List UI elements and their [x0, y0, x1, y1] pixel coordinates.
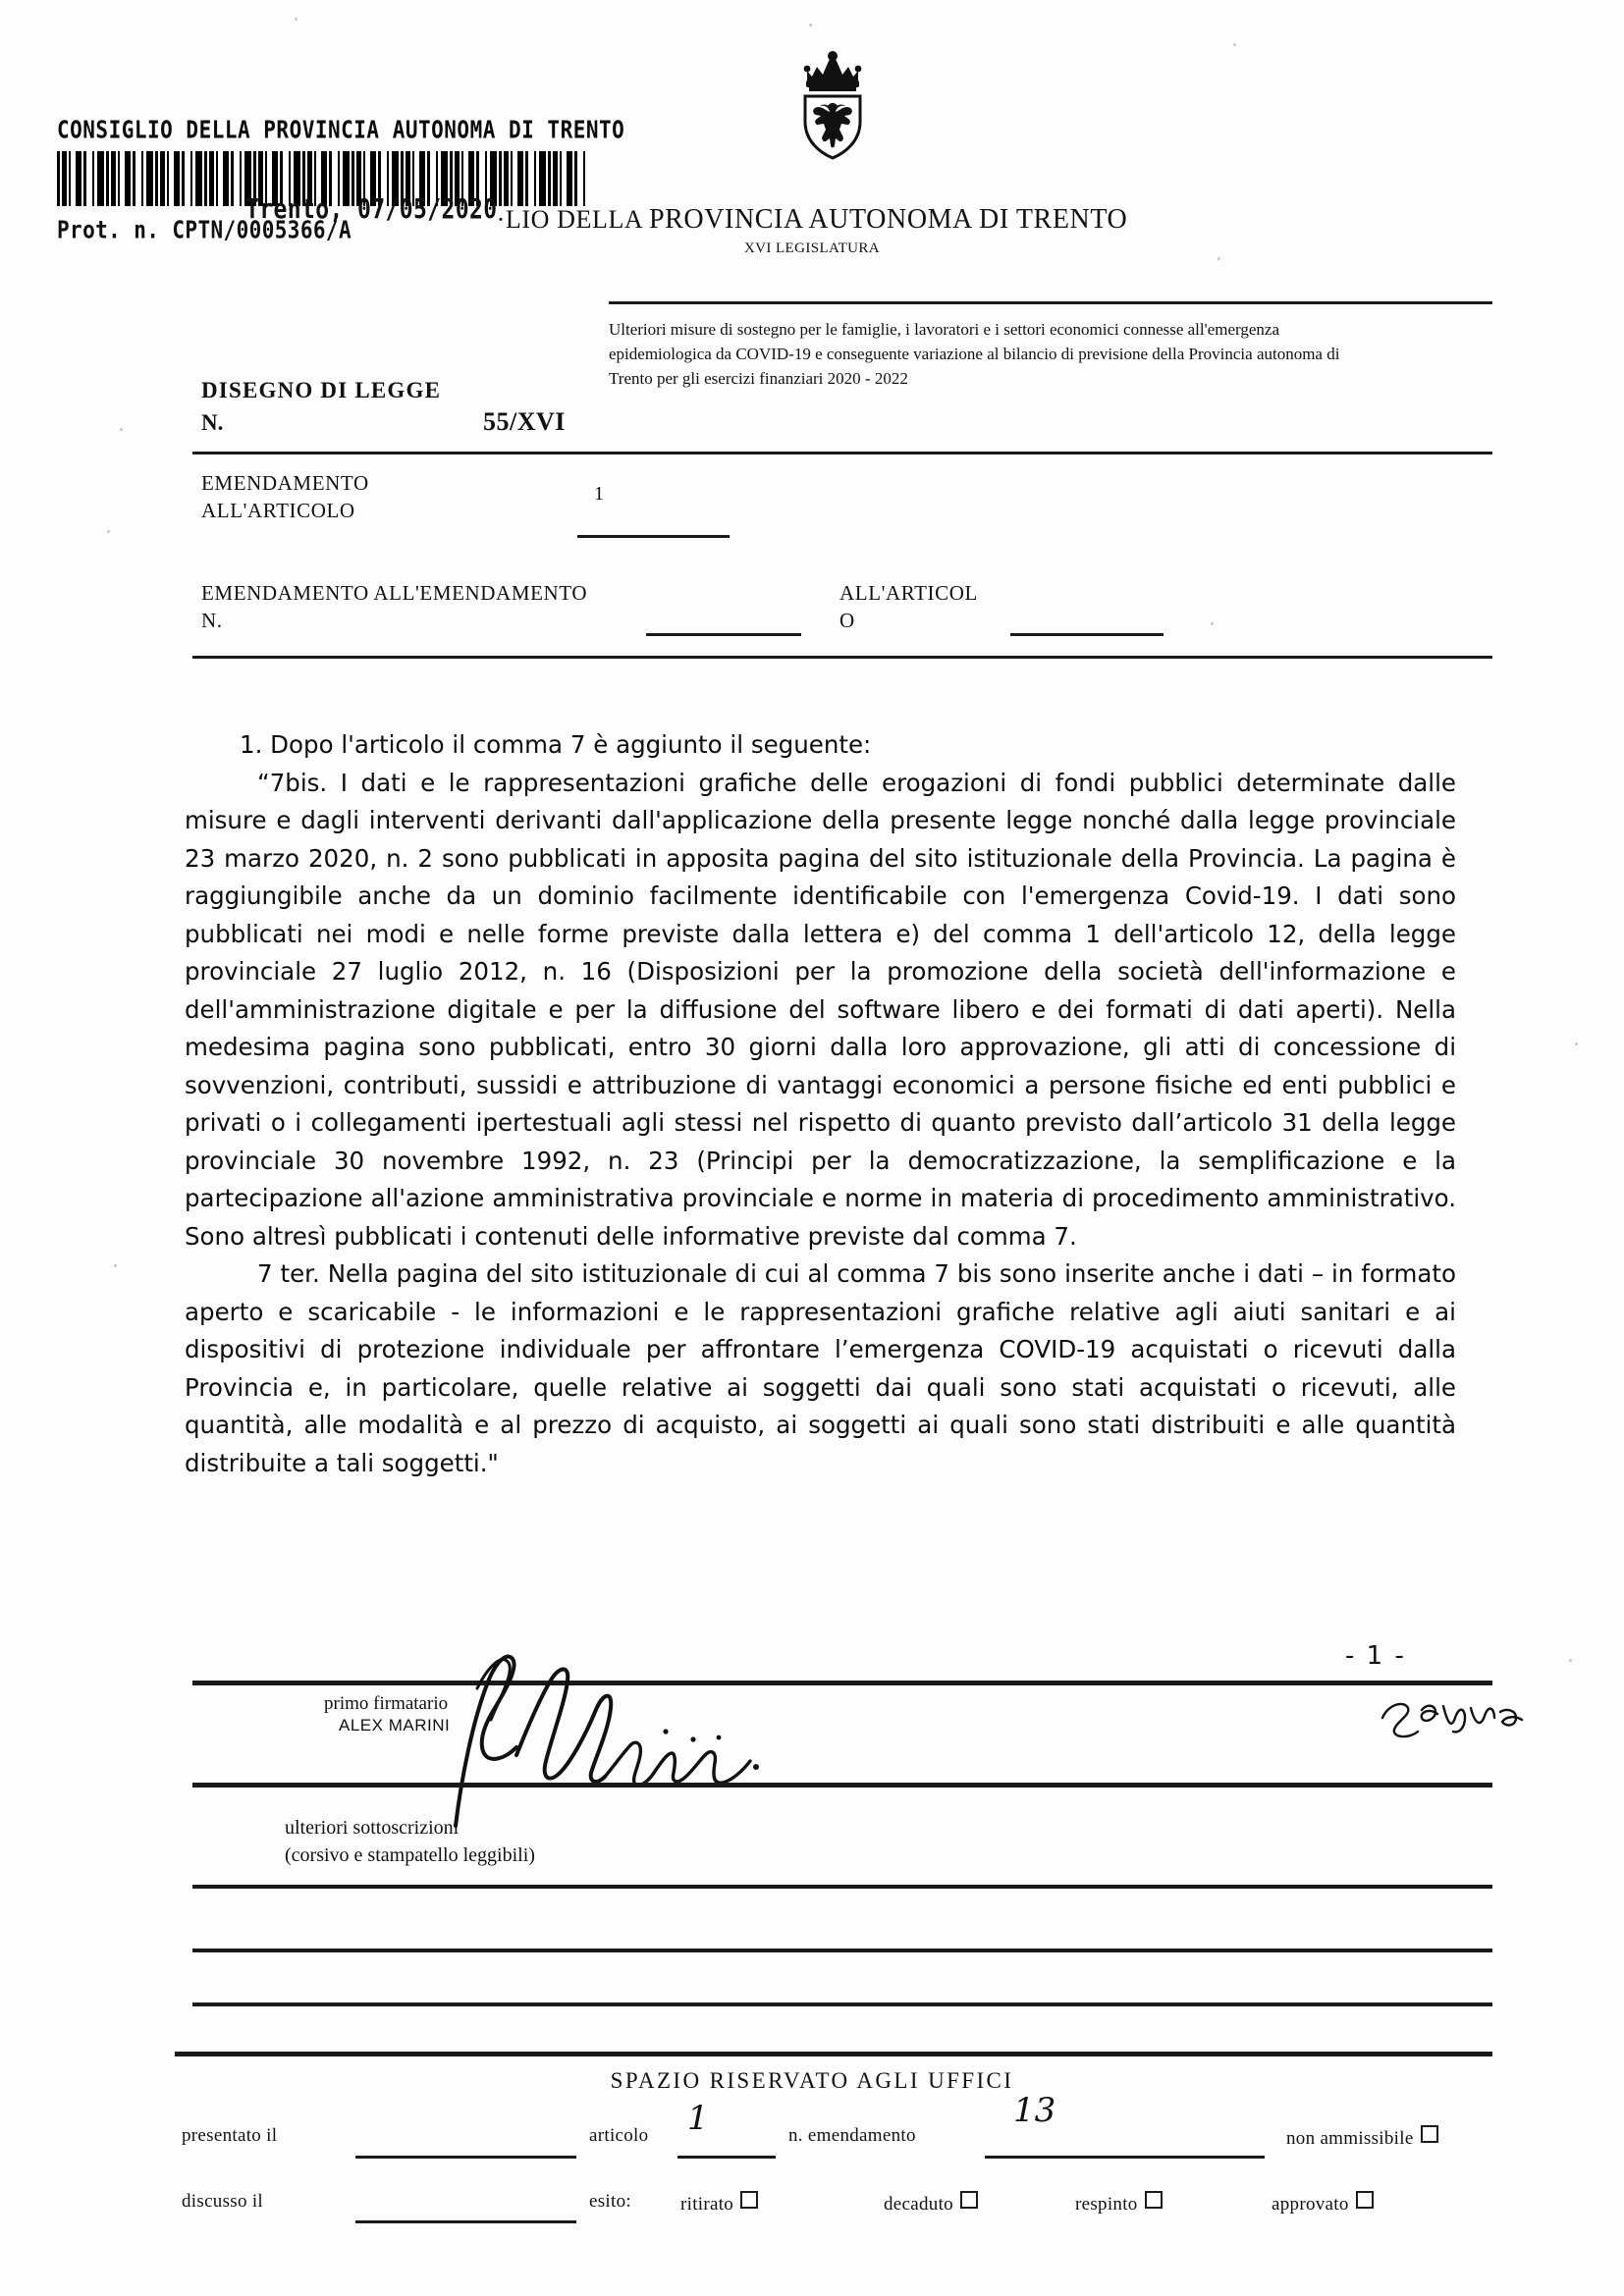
- amendment-to-amendment-n-label: N.: [201, 609, 223, 632]
- segue-handwritten-mark: [1375, 1679, 1532, 1747]
- page-number: - 1 -: [1345, 1641, 1406, 1671]
- discussed-label: discusso il: [182, 2191, 264, 2212]
- decaduto-checkbox[interactable]: [960, 2191, 978, 2209]
- amendment-to-amendment-label-text: EMENDAMENTO ALL'EMENDAMENTO: [201, 581, 588, 605]
- presented-label: presentato il: [182, 2125, 278, 2146]
- amendment-to-amendment-underline: [646, 633, 801, 636]
- amendment-article-value: 1: [594, 483, 604, 505]
- bill-number-label: N.: [201, 410, 224, 435]
- amendment-to-amendment-label: [201, 579, 587, 634]
- amendment-second-article-label-line1: ALL'ARTICOL: [839, 581, 978, 605]
- outcome-option-decaduto-label: decaduto: [884, 2194, 953, 2215]
- further-signatures-line1: ulteriori sottoscrizioni: [285, 1817, 460, 1839]
- outcome-option-approvato-label: approvato: [1272, 2194, 1349, 2215]
- office-section-title: SPAZIO RISERVATO AGLI UFFICI: [610, 2068, 1014, 2093]
- header-rule-mid: [192, 452, 1492, 454]
- body-paragraph-7ter: 7 ter. Nella pagina del sito istituzionale di cui al comma 7 bis sono inserite anche i dati – in formato aperto e scaricabile - le informazioni e le rappresentazioni grafiche relative agli aiuti sanitari e ai dispositivi di protezione individuale per affrontare l’emergenza COVID-19 acquistati o ricevuti dalla Provincia e, in particolare, quelle relative ai soggetti dai quali sono stati acquistati o ricevuti, alle quantità, alle modalità e al prezzo di acquisto, ai soggetti ai quali sono stati distribuiti e alle quantità distribuite a tali soggetti.": [185, 1259, 1456, 1477]
- bill-number-value: 55/XVI: [483, 407, 566, 436]
- header-rule-top: [609, 301, 1492, 304]
- amendment-second-article-label-line2: O: [839, 609, 855, 632]
- signature-line-3: [192, 2002, 1492, 2006]
- scan-speck: [809, 24, 812, 27]
- body-paragraph-7bis: “7bis. I dati e le rappresentazioni grafiche delle erogazioni di fondi pubblici determinate dalle misure e dagli interventi derivanti dall'applicazione della presente legge nonché dalla legge provinciale 23 marzo 2020, n. 2 sono pubblicati in apposita pagina del sito istituzionale della Provincia. La pagina è raggiungibile anche da un dominio facilmente identificabile con l'emergenza Covid-19. I dati sono pubblicati nei modi e nelle forme previste dalla lettera e) del comma 1 dell'articolo 12, della legge provinciale 27 luglio 2012, n. 16 (Disposizioni per la promozione della società dell'informazione e dell'amministrazione digitale e per la diffusione del software libero e dei formati di dati aperti). Nella medesima pagina sono pubblicati, entro 30 giorni dalla loro approvazione, gli atti di concessione di sovvenzioni, contributi, sussidi e attribuzione di vantaggi economici a persone fisiche ed enti pubblici e privati o i collegamenti ipertestuali agli stessi nel rispetto di quanto previsto dall’articolo 31 della legge provinciale 30 novembre 1992, n. 23 (Principi per la democratizzazione, la semplificazione e la partecipazione all'azione amministrativa provinciale e norme in materia di procedimento amministrativo. Sono altresì pubblicati i contenuti delle informative previste dal comma 7.: [185, 768, 1456, 1251]
- bill-description: Ulteriori misure di sostegno per le famiglie, i lavoratori e i settori economici connesse all'emergenza epidemiologica da COVID-19 e conseguente variazione al bilancio di previsione della Provincia autonoma di Trento per gli esercizi finanziari 2020 - 2022: [609, 320, 1340, 388]
- signature-rule-top: [192, 1681, 1492, 1685]
- signature-line-2: [192, 1949, 1492, 1952]
- scan-speck: [114, 1264, 117, 1267]
- stamp-organisation-text: CONSIGLIO DELLA PROVINCIA AUTONOMA DI TRENTO: [57, 116, 625, 144]
- article-label: articolo: [589, 2125, 649, 2146]
- provincia-trento-crest-icon: [785, 47, 880, 161]
- signature-line-1: [192, 1885, 1492, 1889]
- amendment-number-label: n. emendamento: [788, 2125, 916, 2146]
- scan-speck: [1569, 1659, 1572, 1662]
- first-signer-label: primo firmatario: [324, 1693, 449, 1714]
- amendment-to-article-label: [201, 469, 369, 524]
- ritirato-checkbox[interactable]: [740, 2191, 758, 2209]
- stamp-date-text: Trento, 07/05/2020: [245, 194, 498, 226]
- scan-speck: [120, 428, 123, 431]
- institution-title: [0, 204, 1624, 236]
- amendment-number-field[interactable]: [985, 2156, 1265, 2159]
- institution-title-part-a: ·LIO DELLA: [496, 205, 649, 234]
- institution-title-part-b: PROVINCIA AUTONOMA DI TRENTO: [648, 204, 1128, 235]
- outcome-option-approvato[interactable]: [1272, 2191, 1374, 2216]
- scan-speck: [1211, 622, 1214, 625]
- first-signer-name: ALEX MARINI: [339, 1716, 451, 1735]
- amendment-to-article-label-line1: EMENDAMENTO: [201, 471, 369, 495]
- handwritten-signature-icon: [422, 1629, 835, 1836]
- outcome-option-respinto[interactable]: [1075, 2191, 1163, 2216]
- outcome-label: esito:: [589, 2191, 631, 2212]
- respinto-checkbox[interactable]: [1145, 2191, 1163, 2209]
- not-admissible-label: non ammissibile: [1286, 2128, 1414, 2149]
- further-signatures-line2: (corsivo e stampatello leggibili): [285, 1844, 535, 1866]
- amendment-body: [185, 726, 1456, 1482]
- signature-rule-bottom: [192, 1783, 1492, 1788]
- scan-speck: [107, 530, 110, 533]
- header-rule-bottom: [192, 656, 1492, 659]
- body-paragraph-intro: 1. Dopo l'articolo il comma 7 è aggiunto il seguente:: [240, 730, 872, 759]
- presented-date-field[interactable]: [355, 2156, 576, 2159]
- not-admissible-option[interactable]: [1286, 2125, 1438, 2150]
- amendment-article-underline: [577, 535, 730, 538]
- amendment-second-article-underline: [1010, 633, 1164, 636]
- amendment-number-handwritten: 13: [1013, 2091, 1056, 2130]
- scan-speck: [295, 18, 298, 21]
- article-field[interactable]: [677, 2156, 776, 2159]
- article-value-handwritten: 1: [687, 2099, 709, 2138]
- outcome-option-ritirato[interactable]: [680, 2191, 758, 2216]
- bill-label: DISEGNO DI LEGGE: [201, 378, 442, 402]
- protocol-number-text: Prot. n. CPTN/0005366/A: [57, 216, 352, 244]
- scan-speck: [1233, 43, 1236, 46]
- further-signatures-label: [285, 1814, 535, 1869]
- amendment-to-article-label-line2: ALL'ARTICOLO: [201, 499, 355, 522]
- discussed-date-field[interactable]: [355, 2220, 576, 2223]
- scan-speck: [1218, 257, 1220, 260]
- office-rule-top: [175, 2052, 1492, 2056]
- approvato-checkbox[interactable]: [1356, 2191, 1374, 2209]
- scan-speck: [1575, 1042, 1578, 1045]
- not-admissible-checkbox[interactable]: [1421, 2125, 1438, 2143]
- outcome-option-ritirato-label: ritirato: [680, 2194, 734, 2215]
- outcome-option-decaduto[interactable]: [884, 2191, 978, 2216]
- amendment-second-article-label: [839, 579, 977, 634]
- outcome-option-respinto-label: respinto: [1075, 2194, 1138, 2215]
- legislature-label: XVI LEGISLATURA: [743, 240, 881, 256]
